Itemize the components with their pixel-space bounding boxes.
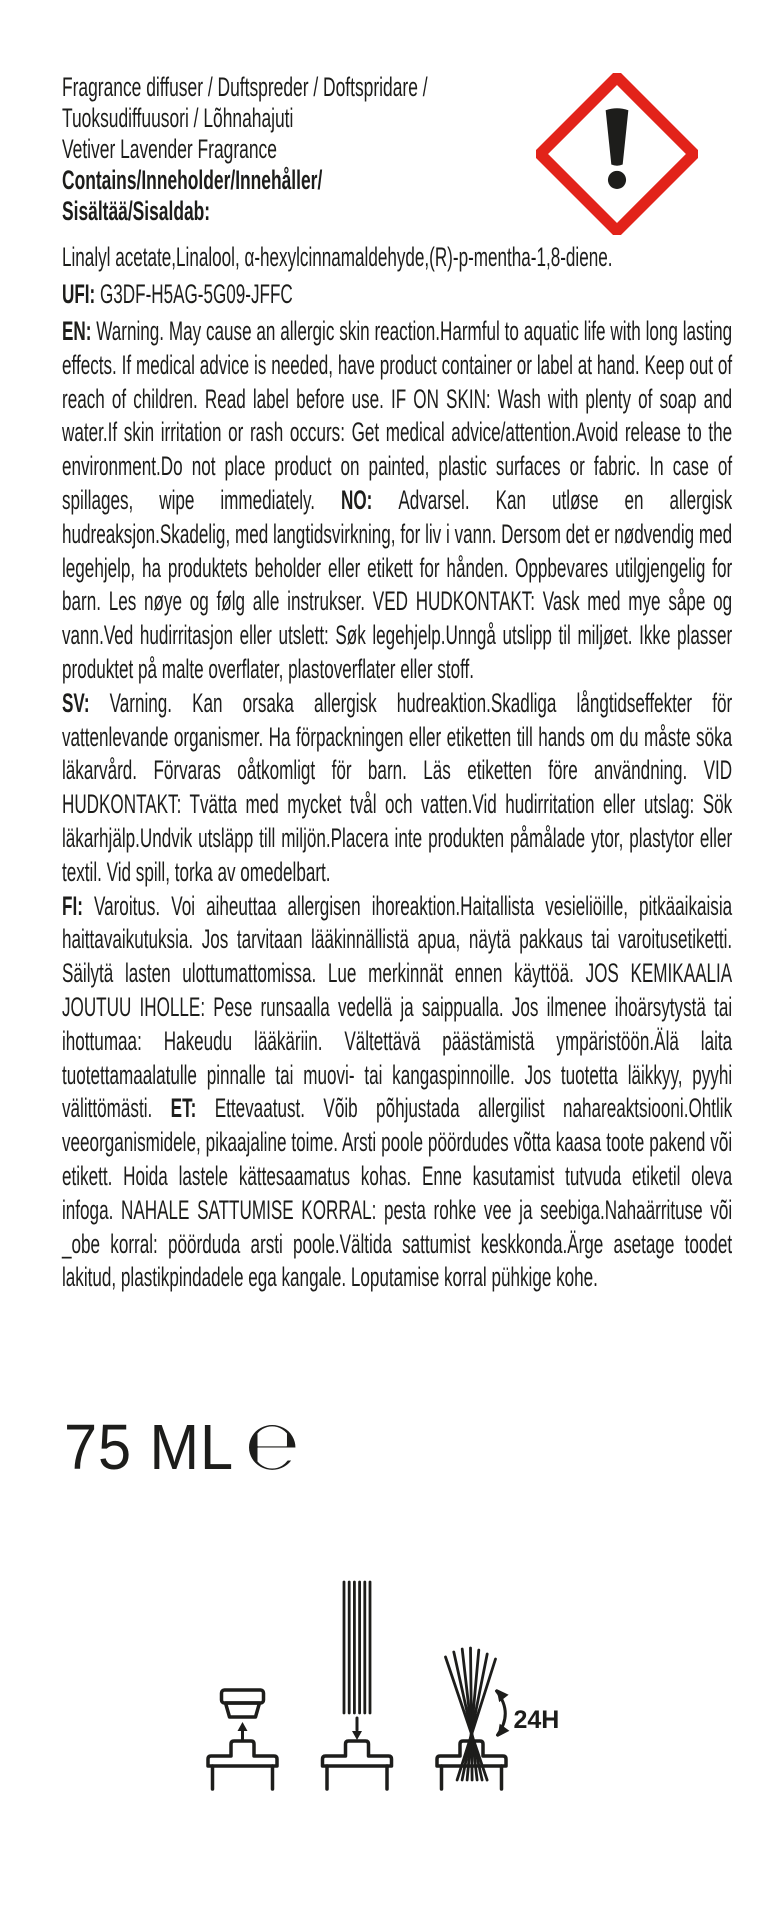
warning-paragraph: EN: Warning. May cause an allergic skin reaction.Harmful to aquatic life with long lasting effects. If medical advice is needed, have product container or label at hand. Keep out of reach of children. Read label before use. IF ON SKIN: Wash with plenty of soap and water.If skin irritation or rash occurs: Get medical advice/attention.Avoid release to the environment.Do not place product on painted, plastic surfaces or fabric. In case of spillages, wipe immediately. NO: Advarsel. Kan utløse en allergisk hudreaksjon.Skadelig, med langtidsvirkning, for liv i vann. Dersom det er nødvendig med legehjelp, ha produktets beholder eller etikett for hånden. Oppbevares utilgjengelig for barn. Les nøye og følg alle instrukser. VED HUDKONTAKT: Vask med mye såpe og vann.Ved hudirritasjon eller utslett: Søk legehjelp.Unngå utslipp til miljøet. Ikke plasser produktet på malte overflater, plastoverflater eller stoff. [62,316,733,684]
ufi-code: G3DF-H5AG-5G09-JFFC [99,279,293,309]
language-label: EN: [62,316,97,346]
warning-paragraph: SV: Varning. Kan orsaka allergisk hudreaktion.Skadliga långtidseffekter för vattenlevande organismer. Ha förpackningen eller etiketten till hands om du måste söka läkarvård. Förvaras oåtkomligt för barn. Läs etiketten före användning. VID HUDKONTAKT: Tvätta med mycket tvål och vatten.Vid hudirritation eller utslag: Sök läkarhjälp.Undvik utsläpp till miljön.Placera inte produkten påmålade ytor, plastytor eller textil. Vid spill, torka av omedelbart. [62,687,733,887]
ingredients-line: Linalyl acetate,Linalool, α-hexylcinnamaldehyde,(R)-p-mentha-1,8-diene. [62,242,613,272]
volume-text [64,1407,300,1486]
rotate-arrow-icon [492,1685,509,1702]
ufi-line [62,278,769,311]
product-name-line: Tuoksudiffuusori / Lõhnahajuti [62,103,294,133]
reed-sticks-icon [344,1582,370,1713]
cap-icon [222,1690,264,1703]
ghs07-exclamation-mark-icon [536,73,698,235]
usage-diagram-remove-cap [208,1690,277,1789]
volume-amount: 75 ML [64,1411,235,1483]
rotate-arrow-icon [493,1724,510,1741]
estimated-sign: ℮ [245,1407,300,1486]
warnings-text-block [62,315,732,1295]
contains-heading-line: Sisältää/Sisaldab: [62,196,211,226]
language-label: FI: [62,890,94,921]
arrow-down-icon [352,1731,362,1740]
warning-paragraph: FI: Varoitus. Voi aiheuttaa allergisen ihoreaktion.Haitallista vesieliöille, pitkäaikaisia haittavaikutuksia. Jos tarvitaan lääkinnällistä apua, näytä pakkaus tai varoitusetiketti. Säilytä lasten ulottumattomissa. Lue merkinnät ennen käyttöä. JOS KEMIKAALIA JOUTUU IHOLLE: Pese runsaalla vedellä ja saippualla. Jos ilmenee ihoärsytystä tai ihottumaa: Hakeudu lääkäriin. Vältettävä päästämistä ympäristöön.Älä laita tuotettamaalatulle pinnalle tai muovi- tai kangaspinnoille. Jos tuotetta läikkyy, pyyhi välittömästi. ET: Ettevaatust. Võib põhjustada allergilist nahareaktsiooni.Ohtlik veeorganismidele, pikaajaline toime. Arsti poole pöördudes võtta kaasa toote pakend või etikett. Hoida lastele kättesaamatus kohas. Enne kasutamist tutvuda etiketil oleva infoga. NAHALE SATTUMISE KORRAL: pesta rohke vee ja seebiga.Nahaärrituse või _obe korral: pöörduda arsti poole.Vältida sattumist keskkonda.Ärge asetage toodet lakitud, plastikpindadele ega kangale. Loputamise korral pühkige kohe. [62,890,733,1293]
fanned-reed-sticks-icon [446,1648,496,1780]
language-label: NO: [341,484,399,515]
language-label: ET: [170,1093,215,1124]
ufi-label: UFI: [62,279,96,309]
product-name-line: Vetiver Lavender Fragrance [62,134,277,164]
usage-diagrams [180,1575,610,1810]
usage-diagram-insert-reeds [323,1582,392,1789]
language-label: SV: [62,687,110,718]
product-name-line: Fragrance diffuser / Duftspreder / Doftspridare / [62,72,428,102]
arrow-up-icon [238,1722,248,1731]
exclamation-dot [608,171,626,189]
cap-icon [226,1703,260,1717]
contains-heading-line: Contains/Inneholder/Innehåller/ [62,165,323,195]
duration-label: 24H [513,1706,560,1734]
usage-diagram-rotate-reeds [437,1648,559,1789]
